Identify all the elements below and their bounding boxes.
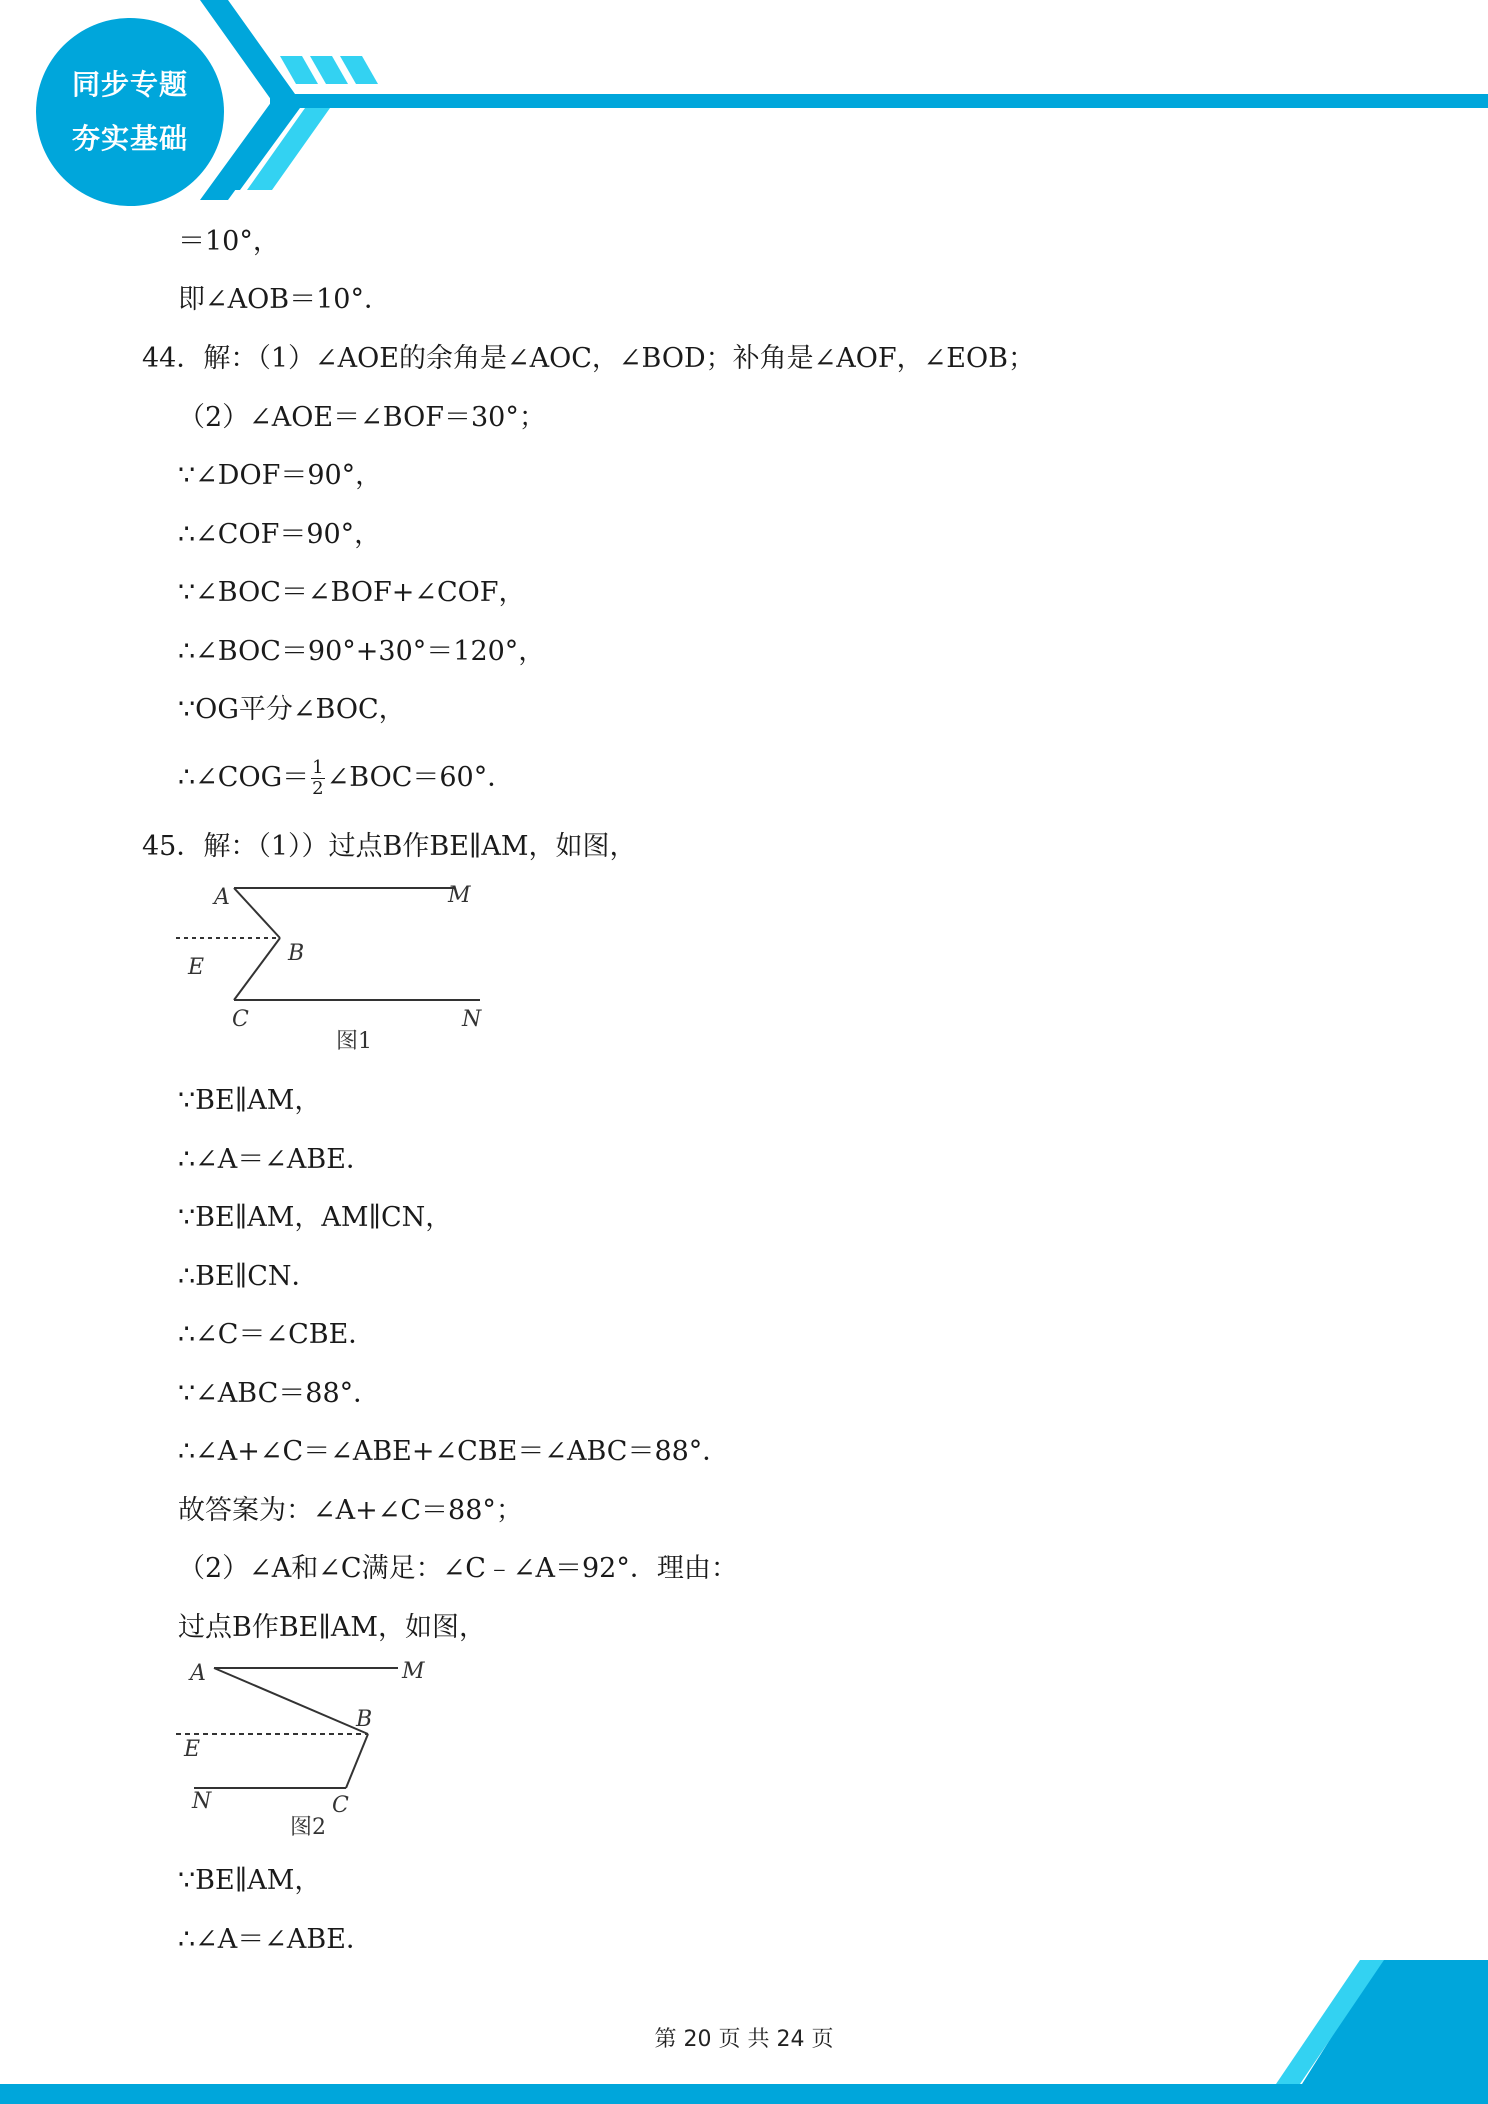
text-line: 故答案为：∠A+∠C＝88°； <box>178 1495 523 1526</box>
label-n: N <box>192 1789 212 1814</box>
text-line: ∴∠COF＝90°， <box>178 519 382 550</box>
fraction-denominator: 2 <box>312 778 324 799</box>
text-line: 过点B作BE∥AM，如图， <box>178 1612 487 1643</box>
label-c: C <box>232 1007 249 1032</box>
line-ab <box>214 1668 368 1734</box>
text-line: ∴∠A＝∠ABE． <box>178 1144 373 1175</box>
badge-line-1: 同步专题 <box>71 68 188 101</box>
problem-44-heading: 44．解：（1）∠AOE的余角是∠AOC，∠BOD；补角是∠AOF，∠EOB； <box>142 343 1035 374</box>
fraction-numerator: 1 <box>312 757 324 778</box>
label-m: M <box>402 1659 425 1684</box>
figure-2 <box>170 1656 460 1846</box>
text-line: ＝10°， <box>178 226 280 257</box>
text-line: （2）∠A和∠C满足：∠C﹣∠A＝92°．理由： <box>178 1553 738 1584</box>
line-bc <box>346 1734 368 1788</box>
figure-2-caption: 图2 <box>290 1815 326 1840</box>
text-line: ∵∠ABC＝88°． <box>178 1378 381 1409</box>
text-line: （2）∠AOE＝∠BOF＝30°； <box>178 402 546 433</box>
label-e: E <box>188 955 205 980</box>
text-line: 即∠AOB＝10°． <box>178 284 391 315</box>
text-segment: ∠BOC＝60°． <box>326 762 515 793</box>
text-line: ∵BE∥AM， <box>178 1865 322 1896</box>
text-line: ∵BE∥AM， <box>178 1085 322 1116</box>
problem-45-heading: 45．解：（1））过点B作BE∥AM，如图， <box>142 831 637 862</box>
label-b: B <box>356 1707 373 1732</box>
label-m: M <box>448 883 471 908</box>
label-b: B <box>288 941 305 966</box>
label-a: A <box>190 1661 206 1686</box>
line-bc <box>234 938 280 1000</box>
line-ab <box>234 888 280 938</box>
label-n: N <box>462 1007 482 1032</box>
badge-line-2: 夯实基础 <box>71 122 188 155</box>
text-line: ∵∠BOC＝∠BOF+∠COF， <box>178 577 526 608</box>
text-line: ∴BE∥CN． <box>178 1261 319 1292</box>
label-e: E <box>184 1737 201 1762</box>
figure-1 <box>170 876 500 1066</box>
text-line: ∴∠BOC＝90°+30°＝120°， <box>178 636 546 667</box>
figure-1-caption: 图1 <box>336 1029 372 1054</box>
text-line: ∵BE∥AM，AM∥CN， <box>178 1202 453 1233</box>
label-c: C <box>332 1793 349 1818</box>
text-line: ∵∠DOF＝90°， <box>178 460 383 491</box>
page-number: 第 20 页 共 24 页 <box>654 2027 834 2052</box>
text-line: ∴∠A＝∠ABE． <box>178 1924 373 1955</box>
text-segment: ∴∠COG＝ <box>178 762 310 793</box>
header-badge <box>36 18 224 206</box>
text-line: ∵OG平分∠BOC， <box>178 694 406 725</box>
fraction-line <box>178 758 514 799</box>
text-line: ∴∠A+∠C＝∠ABE+∠CBE＝∠ABC＝88°． <box>178 1436 730 1467</box>
text-line: ∴∠C＝∠CBE． <box>178 1319 376 1350</box>
fraction <box>311 758 324 799</box>
footer-banner <box>0 1960 1488 2104</box>
label-a: A <box>214 885 230 910</box>
